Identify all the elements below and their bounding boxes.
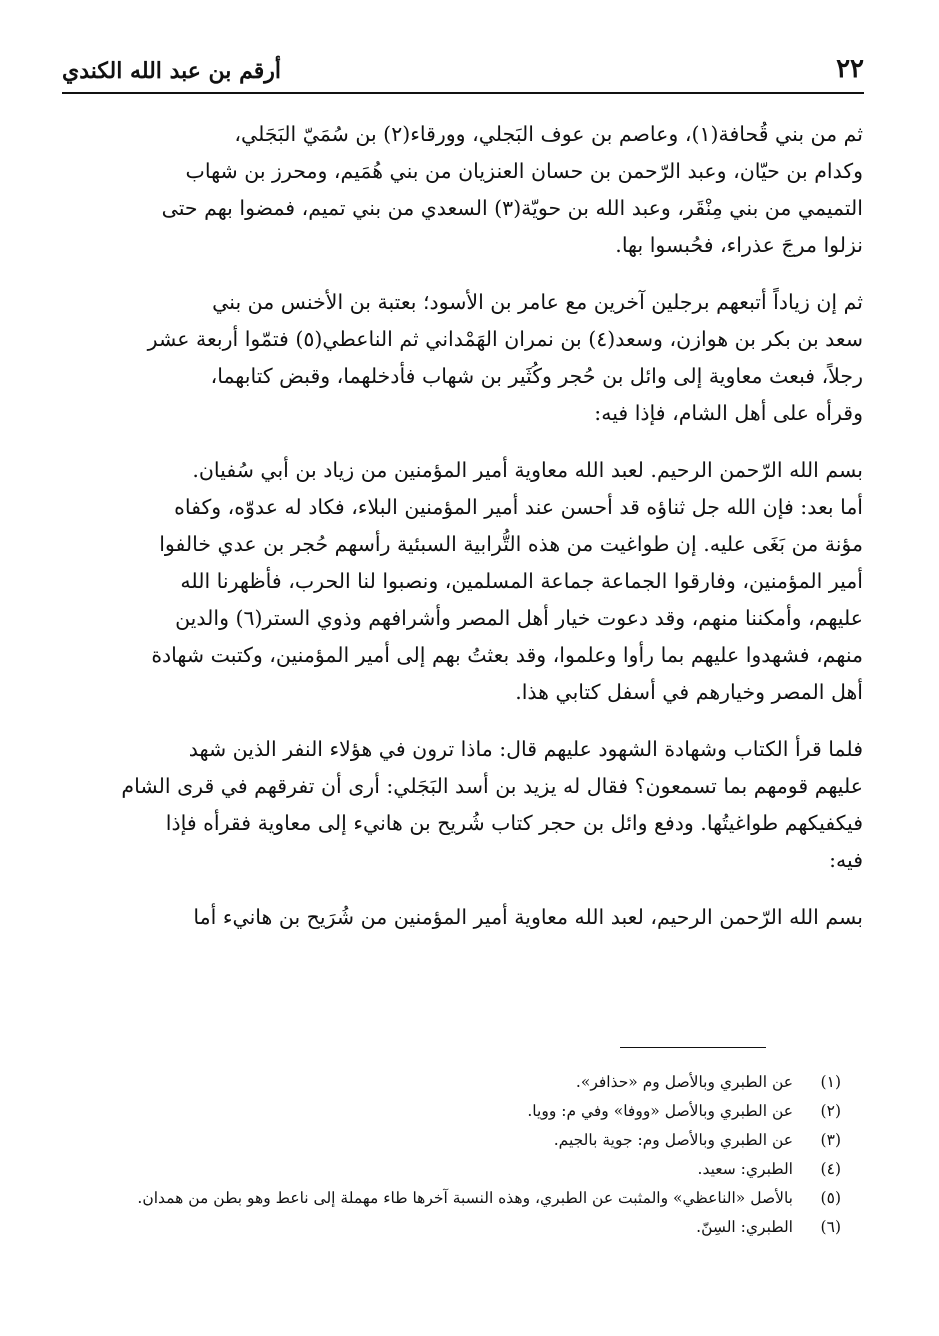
footnote-text: الطبري: سعيد. — [697, 1160, 793, 1178]
text-line: سعد بن بكر بن هوازن، وسعد(٤) بن نمران الهَمْداني ثم الناعطي(٥) فتمّوا أربعة عشر — [147, 327, 863, 351]
text-line: أمير المؤمنين، وفارقوا الجماعة جماعة المسلمين، ونصبوا لنا الحرب، فأظهرنا الله — [180, 569, 863, 593]
paragraph — [68, 116, 863, 264]
footnote-text: عن الطبري وبالأصل «ووفا» وفي م: وويا. — [527, 1102, 793, 1120]
footnote-number: (٤) — [820, 1160, 841, 1178]
text-line: نزلوا مرجَ عذراء، فحُبسوا بها. — [615, 233, 863, 257]
text-line: وكدام بن حيّان، وعبد الرّحمن بن حسان العنزيان من بني هُمَيم، ومحرز بن شهاب — [185, 159, 863, 183]
footnote — [60, 1155, 841, 1184]
footnote — [60, 1097, 841, 1126]
paragraph — [68, 284, 863, 432]
footnote-number: (٢) — [820, 1102, 841, 1120]
text-line: فيكفيكهم طواغيتُها. ودفع وائل بن حجر كتاب شُريح بن هانيء إلى معاوية فقرأه فإذا — [165, 811, 863, 835]
paragraph — [68, 452, 863, 711]
text-line: وقرأه على أهل الشام، فإذا فيه: — [594, 401, 863, 425]
footnote — [60, 1126, 841, 1155]
text-line: التميمي من بني مِنْقَر، وعبد الله بن حويّة(٣) السعدي من بني تميم، فمضوا بهم حتى — [161, 196, 863, 220]
text-line: منهم، فشهدوا عليهم بما رأوا وعلموا، وقد بعثتُ بهم إلى أمير المؤمنين، وكتبت شهادة — [151, 643, 863, 667]
footnote-number: (٣) — [820, 1131, 841, 1149]
paragraph — [68, 731, 863, 879]
footnote — [60, 1213, 841, 1242]
text-line: أما بعد: فإن الله جل ثناؤه قد أحسن عند أمير المؤمنين البلاء، فكاد له عدوّه، وكفاه — [174, 495, 863, 519]
footnote-text: بالأصل «الناعظي» والمثبت عن الطبري، وهذه النسبة آخرها طاء مهملة إلى ناعط وهو بطن من همدان. — [137, 1189, 793, 1207]
footnote — [60, 1068, 841, 1097]
page-header — [62, 50, 864, 94]
footnotes — [60, 1068, 841, 1242]
text-line: ثم إن زياداً أتبعهم برجلين آخرين مع عامر بن الأسود؛ بعتبة بن الأخنس من بني — [212, 290, 863, 314]
paragraph — [68, 899, 863, 936]
running-title: أرقم بن عبد الله الكندي — [62, 58, 281, 84]
text-line: عليهم قومهم بما تسمعون؟ فقال له يزيد بن أسد البَجَلي: أرى أن تفرقهم في قرى الشام — [121, 774, 863, 798]
footnote-number: (٦) — [820, 1218, 841, 1236]
text-line: بسم الله الرّحمن الرحيم، لعبد الله معاوية أمير المؤمنين من شُرَيح بن هانيء أما — [193, 905, 863, 929]
footnote-text: عن الطبري وبالأصل وم: جوية بالجيم. — [553, 1131, 793, 1149]
text-line: أهل المصر وخيارهم في أسفل كتابي هذا. — [515, 680, 863, 704]
footnote-text: الطبري: السِنّ. — [696, 1218, 793, 1236]
text-line: عليهم، وأمكننا منهم، وقد دعوت خيار أهل المصر وأشرافهم وذوي الستر(٦) والدين — [175, 606, 863, 630]
main-text — [68, 116, 863, 936]
text-line: رجلاً، فبعث معاوية إلى وائل بن حُجر وكُثَير بن شهاب فأدخلهما، وقبض كتابهما، — [210, 364, 863, 388]
footnote-number: (١) — [820, 1073, 841, 1091]
text-line: مؤنة من بَغَى عليه. إن طواغيت من هذه التُّرابية السبئية رأسهم حُجر بن عدي خالفوا — [159, 532, 863, 556]
text-line: ثم من بني قُحافة(١)، وعاصم بن عوف البَجلي، وورقاء(٢) بن سُمَيّ البَجَلي، — [234, 122, 863, 146]
footnote-divider — [620, 1047, 766, 1048]
footnote — [60, 1184, 841, 1213]
text-line: فيه: — [829, 848, 863, 872]
text-line: فلما قرأ الكتاب وشهادة الشهود عليهم قال: ماذا ترون في هؤلاء النفر الذين شهد — [188, 737, 863, 761]
footnote-text: عن الطبري وبالأصل وم «حذافر». — [575, 1073, 793, 1091]
text-line: بسم الله الرّحمن الرحيم. لعبد الله معاوية أمير المؤمنين من زياد بن أبي سُفيان. — [192, 458, 863, 482]
footnote-number: (٥) — [820, 1189, 841, 1207]
page-number: ٢٢ — [836, 54, 864, 84]
